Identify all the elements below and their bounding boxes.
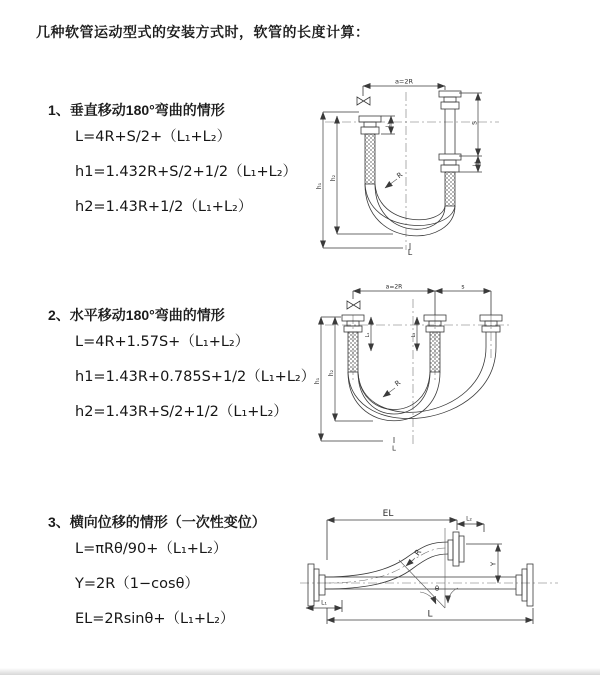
length-callout bbox=[408, 243, 413, 257]
section-vertical-movement bbox=[48, 100, 297, 225]
formula-h2: h2=1.43R+S/2+1/2（L₁+L₂） bbox=[75, 404, 288, 420]
braided-hose-section bbox=[348, 332, 358, 372]
formula-el: EL=2Rsinθ+（L₁+L₂） bbox=[75, 611, 235, 627]
dim-width-label: a=2R bbox=[394, 77, 414, 86]
dim-l2 bbox=[457, 516, 484, 533]
dim-l1-label: L₁ bbox=[321, 599, 327, 607]
radius-callout bbox=[383, 379, 402, 397]
left-pipe-fitting bbox=[359, 116, 381, 184]
section-3-heading: 3、横向位移的情形（一次性变位） bbox=[48, 514, 266, 530]
dim-l1-label: L₁ bbox=[365, 332, 371, 338]
angle-theta-label: θ bbox=[434, 585, 440, 593]
centerlines bbox=[300, 548, 558, 583]
section-lateral-displacement bbox=[48, 512, 266, 637]
formula-length: L=πRθ/90+（L₁+L₂） bbox=[75, 541, 228, 557]
diagram-horizontal-180-bend bbox=[313, 281, 535, 453]
diagram-lateral-displacement bbox=[296, 496, 592, 662]
dim-l2 bbox=[459, 156, 482, 172]
length-callout bbox=[392, 437, 396, 453]
formula-h1: h1=1.43R+0.785S+1/2（L₁+L₂） bbox=[75, 369, 316, 385]
dim-l1 bbox=[381, 116, 395, 134]
length-label: L bbox=[392, 444, 396, 453]
hose-u-curves bbox=[348, 347, 496, 421]
dim-l1-label: L₁ bbox=[385, 122, 392, 128]
formula-length: L=4R+S/2+（L₁+L₂） bbox=[75, 129, 232, 145]
length-label: L bbox=[407, 248, 413, 257]
valve-icon bbox=[357, 97, 370, 105]
dim-width bbox=[353, 284, 491, 316]
dim-el bbox=[327, 509, 457, 560]
valve-icon bbox=[347, 301, 360, 309]
page-bottom-shade bbox=[0, 668, 600, 675]
section-1-heading: 1、垂直移动180°弯曲的情形 bbox=[48, 102, 225, 118]
upper-flange bbox=[448, 532, 464, 566]
section-2-heading: 2、水平移动180°弯曲的情形 bbox=[48, 307, 225, 323]
dim-h1-label: h₁ bbox=[316, 182, 323, 190]
dim-l2 bbox=[411, 317, 417, 351]
radius-label: R bbox=[412, 547, 424, 558]
dim-el-label: EL bbox=[382, 509, 394, 519]
dim-stroke-label: S bbox=[471, 121, 479, 125]
radius-label: R bbox=[395, 170, 405, 181]
dim-width bbox=[363, 78, 445, 97]
braided-hose-section bbox=[445, 172, 455, 206]
dim-width-label: a=2R bbox=[385, 283, 403, 291]
dim-stroke bbox=[459, 93, 482, 156]
dim-stroke-label: s bbox=[461, 283, 465, 291]
diagram-vertical-180-bend bbox=[313, 76, 535, 256]
section-horizontal-movement bbox=[48, 305, 315, 430]
formula-h1: h1=1.432R+S/2+1/2（L₁+L₂） bbox=[75, 164, 298, 180]
dim-h1-label: h₁ bbox=[314, 377, 321, 385]
dim-h2-label: h₂ bbox=[330, 174, 337, 182]
formula-length: L=4R+1.57S+（L₁+L₂） bbox=[75, 334, 250, 350]
braided-hose-section bbox=[365, 134, 375, 184]
dim-l2-label: L₂ bbox=[472, 161, 479, 167]
dim-l1 bbox=[365, 317, 371, 351]
dim-length bbox=[327, 608, 533, 624]
right-pipe-fitting bbox=[439, 91, 461, 206]
hose-u-curves bbox=[365, 184, 455, 236]
dim-h2-label: h₂ bbox=[328, 369, 335, 377]
dim-l2-label: L₂ bbox=[466, 515, 472, 523]
formula-y: Y=2R（1−cosθ） bbox=[75, 576, 199, 592]
formula-h2: h2=1.43R+1/2（L₁+L₂） bbox=[75, 199, 253, 215]
dim-y-label: Y bbox=[489, 561, 498, 567]
centerlines bbox=[325, 92, 499, 250]
dim-l2-label: L₂ bbox=[411, 332, 417, 338]
radius-label: R bbox=[393, 378, 403, 389]
braided-hose-section bbox=[430, 332, 440, 372]
s-curve-hose bbox=[325, 542, 448, 589]
radius-callout bbox=[385, 171, 404, 188]
dim-length-label: L bbox=[427, 609, 433, 620]
page-title: 几种软管运动型式的安装方式时，软管的长度计算： bbox=[36, 24, 370, 40]
right-flange bbox=[516, 564, 533, 606]
